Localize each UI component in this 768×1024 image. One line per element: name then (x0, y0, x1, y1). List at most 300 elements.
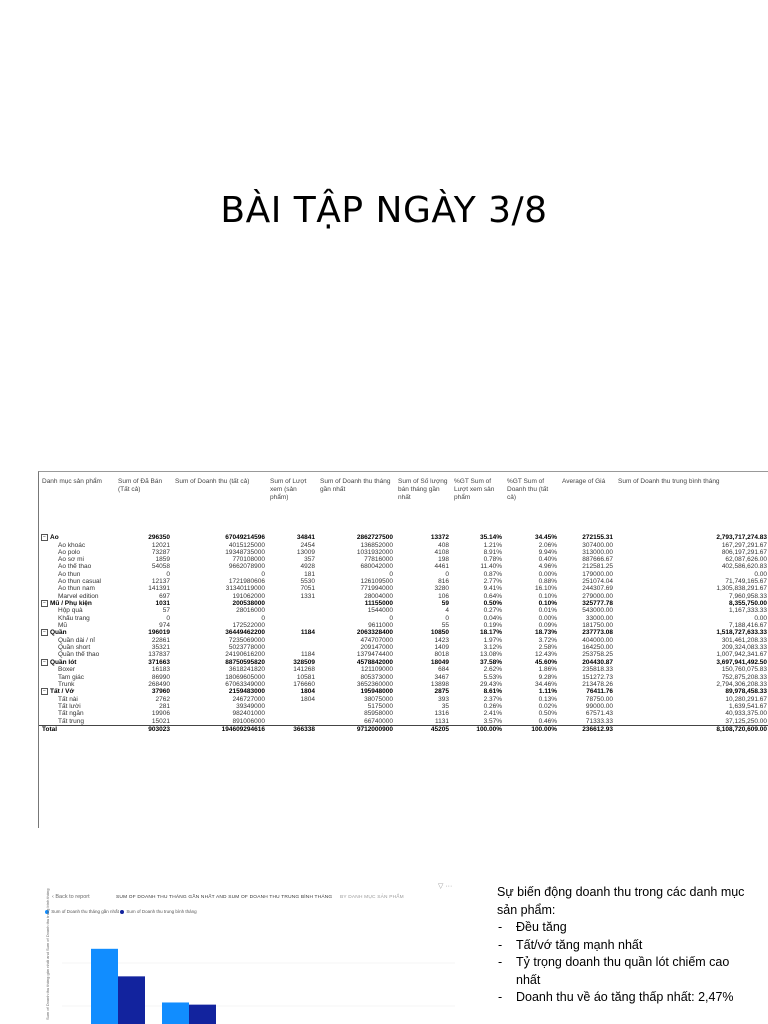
table-cell: 35321 (151, 644, 170, 652)
table-cell: 0 (166, 570, 170, 578)
table-cell (39, 674, 115, 681)
table-cell: 1316 (434, 710, 449, 718)
table-cell: 100.00% (451, 725, 504, 733)
table-cell: 2.62% (483, 666, 502, 674)
table-cell: 196019 (148, 629, 170, 637)
table-cell: 279000.00 (582, 592, 613, 600)
table-cell: 0.40% (538, 556, 557, 564)
table-cell: 19906 (151, 710, 170, 718)
legend-label-series-2: Sum of Doanh thu trung bình tháng (126, 909, 197, 914)
table-cell (267, 644, 317, 651)
table-row (39, 674, 768, 681)
table-cell: 3,697,941,492.50 (716, 658, 767, 666)
column-header[interactable]: Sum of Đã Bán (Tất cả) (118, 478, 163, 493)
table-cell: 272155.31 (582, 534, 613, 542)
table-cell: 141391 (148, 585, 170, 593)
table-cell: 54058 (151, 563, 170, 571)
table-cell: 0.64% (483, 592, 502, 600)
table-cell: 31340119000 (225, 585, 265, 593)
table-cell: 200538000 (232, 600, 265, 607)
table-cell: 1184 (300, 629, 315, 637)
table-cell: 28004000 (364, 592, 393, 600)
table-row (39, 651, 768, 658)
table-cell: 752,875,208.33 (721, 673, 767, 681)
table-cell: 209,324,083.33 (721, 644, 767, 652)
collapse-icon[interactable]: − (41, 534, 48, 541)
table-cell: 18.17% (479, 629, 502, 637)
table-cell: 106 (438, 592, 449, 600)
table-cell: 8,108,720,609.00 (615, 725, 768, 733)
table-cell: 7051 (300, 585, 315, 593)
y-axis-label: Sum of Doanh thu tháng gần nhất and Sum of Doanh thu trung bình tháng (45, 888, 50, 1020)
table-row (39, 725, 768, 733)
table-cell (39, 644, 115, 651)
notes-item: - Doanh thu về áo tăng thấp nhất: 2,47% (497, 989, 757, 1007)
table-cell: 1721980606 (228, 578, 265, 585)
table-cell: 212581.25 (582, 563, 613, 571)
table-row (39, 710, 768, 717)
table-cell: 4928 (300, 563, 315, 571)
table-cell: 77816000 (364, 556, 393, 564)
table-cell: 126109500 (360, 578, 393, 585)
row-label: Áo thun casual (58, 578, 102, 585)
row-label: Hộp quà (58, 607, 83, 615)
chart-title: SUM OF DOANH THU THÁNG GẦN NHẤT AND SUM OF DOANH THU TRUNG BÌNH THÁNG (116, 895, 333, 900)
table-cell: 0 (445, 570, 449, 578)
row-label: Mũ (58, 622, 68, 629)
collapse-icon[interactable]: − (41, 659, 48, 666)
table-row (39, 718, 768, 726)
table-cell: 9.41% (483, 585, 502, 593)
table-cell: 34.46% (534, 680, 557, 688)
table-cell: 697 (159, 592, 170, 600)
table-cell: 474707000 (360, 636, 393, 644)
column-header[interactable]: Danh mục sản phẩm (42, 478, 102, 485)
table-cell: 4108 (434, 548, 449, 556)
table-cell: 357 (304, 556, 315, 564)
table-row (39, 549, 768, 556)
bar-recent-month-0[interactable] (91, 949, 118, 1024)
table-cell: 85958000 (364, 710, 393, 718)
table-cell: 2.41% (483, 710, 502, 718)
table-cell: 3280 (434, 585, 449, 593)
table-cell (267, 718, 317, 726)
table-cell: 59 (441, 600, 449, 607)
table-row (39, 563, 768, 570)
table-cell: 1.21% (483, 541, 502, 549)
table-cell: 2063328400 (356, 629, 393, 637)
column-header[interactable]: Sum of Doanh thu (tất cả) (175, 478, 250, 485)
table-cell: 71,749,165.67 (725, 578, 767, 585)
row-label: Áo thể thao (58, 563, 92, 571)
table-cell (39, 615, 115, 622)
table-cell: 1544000 (367, 607, 393, 615)
table-cell (39, 666, 115, 673)
table-cell: 1,167,333.33 (729, 607, 767, 615)
table-cell (39, 703, 115, 710)
table-cell: 0.01% (538, 607, 557, 615)
table-cell: 1184 (301, 651, 315, 659)
table-row (39, 622, 768, 629)
table-cell: 4 (445, 607, 449, 615)
table-cell: 0.00% (538, 614, 557, 622)
table-cell: 57 (162, 607, 170, 615)
more-options-icon[interactable]: ▽ ··· (438, 883, 453, 890)
table-cell: 5023778000 (228, 644, 265, 652)
table-cell: 55 (441, 622, 449, 629)
table-cell: 37.58% (479, 658, 502, 666)
bar-chart (40, 880, 462, 1024)
table-cell: 246727000 (232, 695, 265, 703)
table-cell: 2159483000 (228, 688, 265, 696)
table-cell: 67571.43 (585, 710, 613, 718)
bar-recent-month-1[interactable] (162, 1002, 189, 1024)
table-cell (267, 622, 317, 629)
table-cell: 1423 (434, 636, 449, 644)
row-label: Tất nài (58, 695, 78, 703)
table-cell: 37960 (151, 688, 170, 696)
table-cell: 313000.00 (582, 548, 613, 556)
table-cell: 39349000 (236, 702, 265, 710)
notes-item: - Tỷ trọng doanh thu quần lót chiếm cao nhất (497, 954, 757, 989)
table-cell: 244307.69 (582, 585, 613, 593)
table-cell (39, 718, 115, 726)
table-row (39, 703, 768, 710)
table-cell: 1331 (300, 592, 315, 600)
table-cell: 0.46% (538, 717, 557, 725)
table-cell: 1131 (435, 717, 449, 725)
row-label: Quần (50, 629, 67, 637)
table-cell (267, 710, 317, 717)
table-cell: 10,280,291.67 (725, 695, 767, 703)
table-cell: 29.43% (479, 680, 502, 688)
table-cell: 36449462200 (225, 629, 265, 637)
table-cell: 16.10% (534, 585, 557, 593)
table-cell: 34.45% (534, 534, 557, 542)
table-cell: 366338 (267, 725, 317, 733)
table-cell: 16183 (151, 666, 170, 674)
notes-item: - Đều tăng (497, 919, 757, 937)
table-cell: 71333.33 (585, 717, 613, 725)
table-cell: 136852000 (360, 541, 393, 549)
table-cell (39, 542, 115, 549)
table-cell (267, 607, 317, 614)
table-cell: 86990 (151, 673, 170, 681)
table-cell: 2,794,306,208.33 (716, 680, 767, 688)
row-label: Khẩu trang (58, 614, 90, 622)
table-cell: 45205 (395, 725, 451, 733)
table-cell: 251074.04 (582, 578, 613, 585)
table-cell: 301,461,208.33 (721, 636, 767, 644)
table-cell: 1,305,838,291.67 (716, 585, 767, 593)
table-cell: 10581 (296, 673, 315, 681)
slide-title: BÀI TẬP NGÀY 3/8 (220, 190, 548, 231)
table-cell: 150,760,075.83 (721, 666, 767, 674)
table-cell (39, 681, 115, 688)
table-row (39, 696, 768, 703)
table-cell (39, 607, 115, 614)
table-cell: 12137 (151, 578, 170, 585)
table-cell (267, 637, 317, 644)
table-cell: 67049214596 (225, 534, 265, 542)
table-cell: 1379474400 (356, 651, 393, 659)
table-cell (39, 622, 115, 629)
table-row (39, 681, 768, 688)
row-label: Quần lót (50, 658, 77, 666)
table-cell: 5.53% (483, 673, 502, 681)
table-row (39, 659, 768, 667)
table-cell: 4461 (434, 563, 449, 571)
table-cell: 37,125,250.00 (725, 717, 767, 725)
table-cell (39, 585, 115, 592)
table-cell: 0.50% (483, 600, 502, 607)
notes-text (497, 884, 757, 1007)
table-cell: 33000.00 (585, 614, 613, 622)
row-label: Quần short (58, 644, 91, 652)
row-label: Áo polo (58, 548, 81, 556)
row-label: Áo sơ mi (58, 556, 84, 564)
table-cell: 0.00 (754, 570, 767, 578)
table-cell: 816 (438, 578, 449, 585)
table-cell: 89,978,458.33 (725, 688, 767, 696)
table-cell (39, 549, 115, 556)
table-cell: 11155000 (364, 600, 393, 607)
table-cell: 680042000 (360, 563, 393, 571)
table-cell: 8,355,750.00 (729, 600, 767, 607)
column-header[interactable]: Sum of Số lượng bán tháng gần nhất (398, 478, 448, 501)
table-cell: 404000.00 (582, 636, 613, 644)
table-header-row (39, 472, 768, 526)
table-cell: 0 (261, 570, 265, 578)
bar-monthly-average-0[interactable] (118, 976, 145, 1024)
table-cell: 13898 (430, 680, 449, 688)
table-cell: 181 (304, 570, 315, 578)
table-cell: 2875 (434, 688, 449, 696)
table-cell: 204430.87 (582, 658, 613, 666)
table-cell: 4578842000 (356, 658, 393, 666)
table-cell: 296350 (148, 534, 170, 542)
table-cell: 13372 (430, 534, 449, 542)
collapse-icon[interactable]: − (41, 629, 48, 636)
table-cell: 18.73% (534, 629, 557, 637)
table-cell: 13009 (296, 548, 315, 556)
table-cell: 9712000900 (317, 725, 395, 733)
table-cell: 235818.33 (582, 666, 613, 674)
table-cell: 0.27% (483, 607, 502, 615)
notes-item: - Tất/vớ tăng mạnh nhất (497, 937, 757, 955)
table-cell: 3652360000 (356, 680, 393, 688)
table-cell: 35 (441, 702, 449, 710)
table-cell: 209147000 (360, 644, 393, 652)
column-header[interactable]: %GT Sum of Doanh thu (tất cả) (507, 478, 549, 501)
chevron-left-icon: ‹ (52, 894, 54, 900)
table-row (39, 666, 768, 673)
table-cell: 11.40% (480, 563, 502, 571)
table-cell: 805373000 (360, 673, 393, 681)
table-cell: 24190616200 (225, 651, 265, 659)
table-cell: 22861 (151, 636, 170, 644)
table-cell: 771994000 (360, 585, 393, 593)
table-cell: 281 (159, 702, 170, 710)
table-cell: 28016000 (236, 607, 265, 615)
table-cell: 236612.93 (559, 725, 615, 733)
table-row (39, 578, 768, 585)
table-cell (39, 725, 115, 733)
table-row (39, 534, 768, 542)
legend-label-series-1: Sum of Doanh thu tháng gần nhất (51, 909, 119, 914)
table-row (39, 556, 768, 563)
table-cell: 0.88% (538, 578, 557, 585)
table-cell: 40,933,375.00 (725, 710, 767, 718)
column-header[interactable]: Sum of Doanh thu trung bình tháng (618, 478, 720, 485)
table-spacer (39, 526, 768, 534)
row-label: Quần thể thao (58, 651, 100, 659)
table-cell: 1.86% (538, 666, 557, 674)
table-cell: 10850 (430, 629, 449, 637)
table-cell: 34841 (296, 534, 315, 542)
table-cell: 8.91% (483, 548, 502, 556)
column-header[interactable]: %GT Sum of Lượt xem sản phẩm (454, 478, 495, 501)
table-cell: 0.19% (483, 622, 502, 629)
table-cell: 408 (438, 541, 449, 549)
table-cell: 2454 (300, 541, 315, 549)
table-cell: 2.06% (538, 541, 557, 549)
table-cell: 2.37% (483, 695, 502, 703)
table-cell: 8018 (434, 651, 449, 659)
collapse-icon[interactable]: − (41, 600, 48, 607)
table-row (39, 600, 768, 608)
table-cell: 0.09% (538, 622, 557, 629)
table-cell: 195948000 (360, 688, 393, 696)
table-cell (39, 659, 115, 667)
table-cell: 0.26% (483, 702, 502, 710)
row-label: Mũ / Phụ kiện (50, 600, 92, 608)
column-header[interactable]: Average of Giá (562, 478, 606, 485)
table-cell: 76411.76 (586, 688, 613, 696)
table-cell: 1,007,942,341.67 (716, 651, 767, 659)
table-cell: 12021 (151, 541, 170, 549)
table-cell: 0.02% (538, 702, 557, 710)
table-cell: 176660 (293, 680, 315, 688)
table-cell: 0.04% (483, 614, 502, 622)
table-cell: 543000.00 (582, 607, 613, 615)
table-cell: 100.00% (504, 725, 559, 733)
table-cell: 164250.00 (582, 644, 613, 652)
table-row (39, 629, 768, 637)
table-cell: 15021 (151, 717, 170, 725)
table-cell: 3.57% (483, 717, 502, 725)
table-cell: 0.10% (538, 600, 557, 607)
table-cell: 0.00% (538, 570, 557, 578)
table-cell: 402,586,620.83 (721, 563, 767, 571)
table-cell (39, 593, 115, 600)
row-label: Quần dài / nỉ (58, 636, 95, 644)
table-cell: 237773.08 (582, 629, 613, 637)
table-cell: 9.28% (538, 673, 557, 681)
table-cell: 307400.00 (582, 541, 613, 549)
table-row (39, 571, 768, 578)
row-label: Trunk (58, 680, 75, 688)
table-cell (39, 600, 115, 608)
table-row (39, 644, 768, 651)
table-cell: 121109000 (360, 666, 393, 674)
table-cell (39, 710, 115, 717)
table-cell (39, 571, 115, 578)
table-cell (267, 600, 317, 608)
table-cell: 172522000 (232, 622, 265, 629)
table-cell: 0.50% (538, 710, 557, 718)
table-cell: 328509 (293, 658, 315, 666)
row-label: Tất trung (58, 717, 85, 725)
table-cell (39, 696, 115, 703)
table-cell: 19348735000 (225, 548, 265, 556)
table-cell: 3618241820 (228, 666, 265, 674)
table-cell: 194609294616 (172, 725, 267, 733)
table-cell: 5530 (300, 578, 315, 585)
table-cell (267, 703, 317, 710)
row-label: Marvel edition (58, 592, 99, 600)
table-cell: 13.08% (479, 651, 502, 659)
table-cell: 903023 (115, 725, 172, 733)
table-cell: 5175000 (367, 702, 393, 710)
table-cell: 7235069000 (228, 636, 265, 644)
table-cell: 1031932000 (356, 548, 393, 556)
table-cell: 974 (159, 622, 170, 629)
table-cell: 0 (261, 614, 265, 622)
table-cell: 4.96% (538, 563, 557, 571)
table-cell: 325777.78 (582, 600, 613, 607)
table-cell: 2.58% (538, 644, 557, 652)
table-cell: 213478.26 (582, 680, 613, 688)
table-cell: 9.94% (538, 548, 557, 556)
table-cell: 191062000 (232, 592, 265, 600)
table-cell (267, 615, 317, 622)
table-cell: 198 (438, 556, 449, 564)
table-cell: 9611000 (368, 622, 393, 629)
table-cell: 0 (166, 614, 170, 622)
table-cell: 67063349000 (225, 680, 265, 688)
matrix-table (38, 471, 768, 828)
table-cell: 66740000 (364, 717, 393, 725)
column-header[interactable]: Sum of Lượt xem (sản phẩm) (270, 478, 307, 501)
table-cell: 73287 (151, 548, 170, 556)
table-cell: 684 (438, 666, 449, 674)
table-cell: 0.00 (754, 614, 767, 622)
table-cell: 1409 (434, 644, 449, 652)
table-cell: 1804 (300, 695, 315, 703)
table-cell: 99000.00 (585, 702, 613, 710)
table-cell: 0.87% (483, 570, 502, 578)
table-cell: 0 (389, 614, 393, 622)
table-cell: 1.11% (538, 688, 557, 696)
table-cell: 45.60% (534, 658, 557, 666)
table-cell (39, 534, 115, 542)
table-cell (39, 563, 115, 570)
table-cell: 7,188,416.67 (729, 622, 767, 629)
table-cell: 151272.73 (582, 673, 613, 681)
table-cell: 3.72% (538, 636, 557, 644)
column-header[interactable]: Sum of Doanh thu tháng gần nhất (320, 478, 391, 493)
bar-monthly-average-1[interactable] (189, 1005, 216, 1024)
row-label: Tất lười (58, 702, 81, 710)
table-cell: 167,297,291.67 (721, 541, 767, 549)
table-cell: 891006000 (232, 717, 265, 725)
table-cell (39, 651, 115, 658)
collapse-icon[interactable]: − (41, 688, 48, 695)
row-label: Áo khoác (58, 541, 86, 549)
row-label: Tất ngắn (58, 710, 84, 718)
table-cell: 1.97% (483, 636, 502, 644)
